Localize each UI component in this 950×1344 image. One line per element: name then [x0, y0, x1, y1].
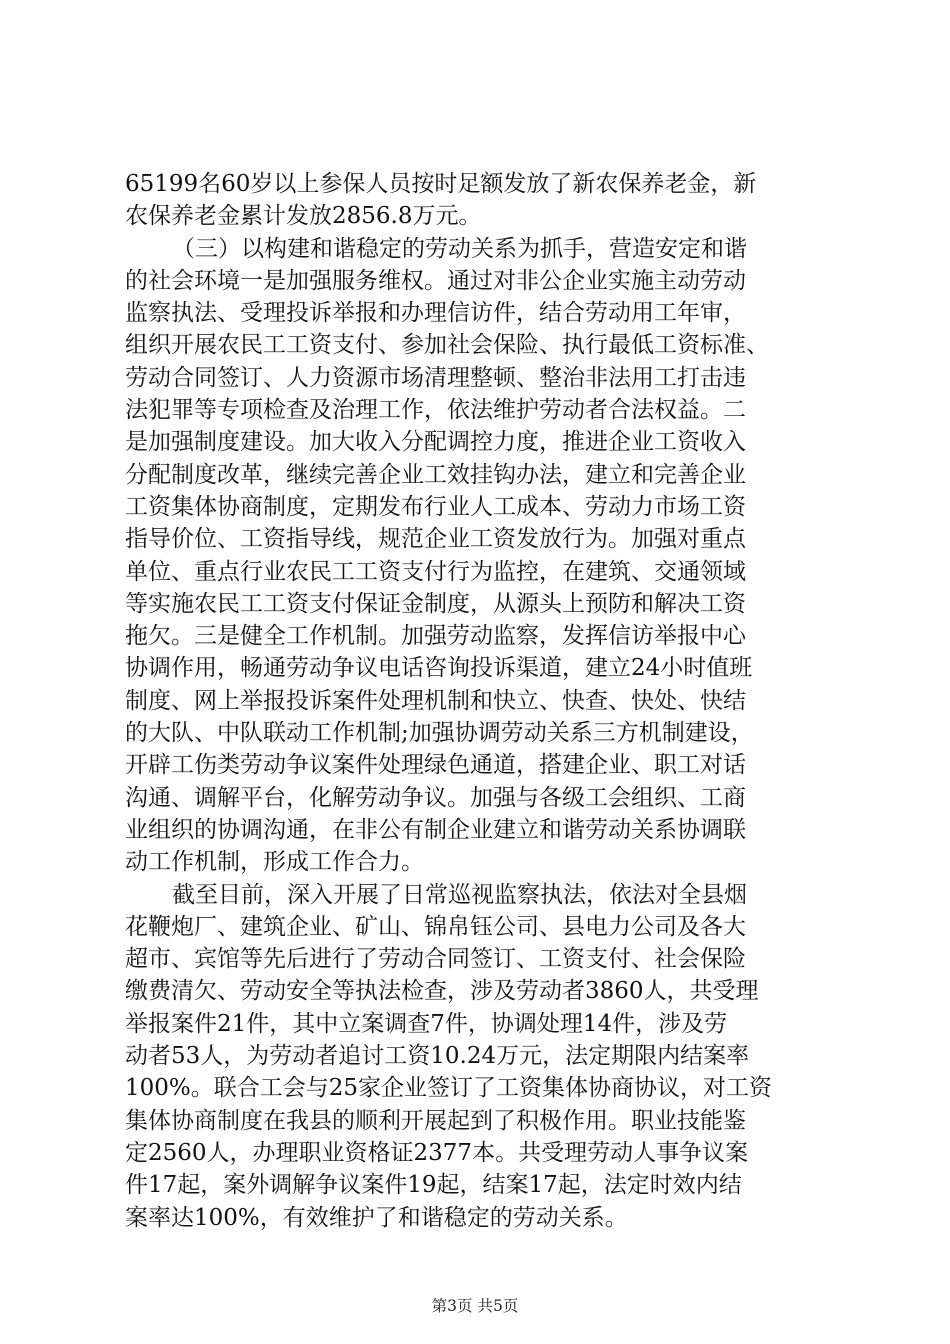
text-line: 单位、重点行业农民工工资支付行为监控，在建筑、交通领域	[125, 558, 746, 585]
text-line: 等实施农民工工资支付保证金制度，从源头上预防和解决工资	[125, 590, 746, 617]
text-line: 工资集体协商制度，定期发布行业人工成本、劳动力市场工资	[125, 493, 746, 520]
text-line: 农保养老金累计发放2856.8万元。	[125, 203, 482, 230]
text-line: 开辟工伤类劳动争议案件处理绿色通道，搭建企业、职工对话	[125, 752, 746, 779]
paragraph-start-line: 截至目前，深入开展了日常巡视监察执法，依法对全县烟	[172, 881, 747, 908]
page-number-footer: 第3页 共5页	[431, 1297, 519, 1315]
text-line: 的大队、中队联动工作机制;加强协调劳动关系三方机制建设，	[125, 720, 754, 747]
text-line: 超市、宾馆等先后进行了劳动合同签订、工资支付、社会保险	[125, 946, 746, 973]
text-line: 是加强制度建设。加大收入分配调控力度，推进企业工资收入	[125, 429, 746, 456]
text-line: 指导价位、工资指导线，规范企业工资发放行为。加强对重点	[125, 526, 746, 553]
text-line: 定2560人，办理职业资格证2377本。共受理劳动人事争议案	[125, 1139, 749, 1166]
text-line: 的社会环境一是加强服务维权。通过对非公企业实施主动劳动	[125, 267, 746, 294]
text-line: 拖欠。三是健全工作机制。加强劳动监察，发挥信访举报中心	[125, 623, 746, 650]
text-line: 集体协商制度在我县的顺利开展起到了积极作用。职业技能鉴	[125, 1107, 746, 1134]
document-body	[125, 168, 845, 1234]
section-heading-line: （三）以构建和谐稳定的劳动关系为抓手，营造安定和谐	[172, 235, 747, 262]
text-line: 动工作机制，形成工作合力。	[125, 849, 424, 876]
text-line: 100%。联合工会与25家企业签订了工资集体协商协议，对工资	[125, 1075, 773, 1102]
text-line: 监察执法、受理投诉举报和办理信访件，结合劳动用工年审，	[125, 300, 746, 327]
text-line: 劳动合同签订、人力资源市场清理整顿、整治非法用工打击违	[125, 364, 746, 391]
text-line: 沟通、调解平台，化解劳动争议。加强与各级工会组织、工商	[125, 784, 746, 811]
text-line: 组织开展农民工工资支付、参加社会保险、执行最低工资标准、	[125, 332, 769, 359]
text-line: 缴费清欠、劳动安全等执法检查，涉及劳动者3860人，共受理	[125, 978, 759, 1005]
text-line: 举报案件21件，其中立案调查7件，协调处理14件，涉及劳	[125, 1010, 728, 1037]
text-line: 分配制度改革，继续完善企业工效挂钩办法，建立和完善企业	[125, 461, 746, 488]
text-line: 动者53人，为劳动者追讨工资10.24万元，法定期限内结案率	[125, 1043, 750, 1070]
text-line: 业组织的协调沟通，在非公有制企业建立和谐劳动关系协调联	[125, 816, 746, 843]
text-line: 法犯罪等专项检查及治理工作，依法维护劳动者合法权益。二	[125, 397, 746, 424]
text-line: 花鞭炮厂、建筑企业、矿山、锦帛钰公司、县电力公司及各大	[125, 913, 746, 940]
text-line: 协调作用，畅通劳动争议电话咨询投诉渠道，建立24小时值班	[125, 655, 753, 682]
text-line: 制度、网上举报投诉案件处理机制和快立、快查、快处、快结	[125, 687, 746, 714]
text-line: 65199名60岁以上参保人员按时足额发放了新农保养老金，新	[125, 171, 757, 197]
text-line: 案率达100%，有效维护了和谐稳定的劳动关系。	[125, 1204, 628, 1231]
text-line: 件17起，案外调解争议案件19起，结案17起，法定时效内结	[125, 1172, 742, 1199]
